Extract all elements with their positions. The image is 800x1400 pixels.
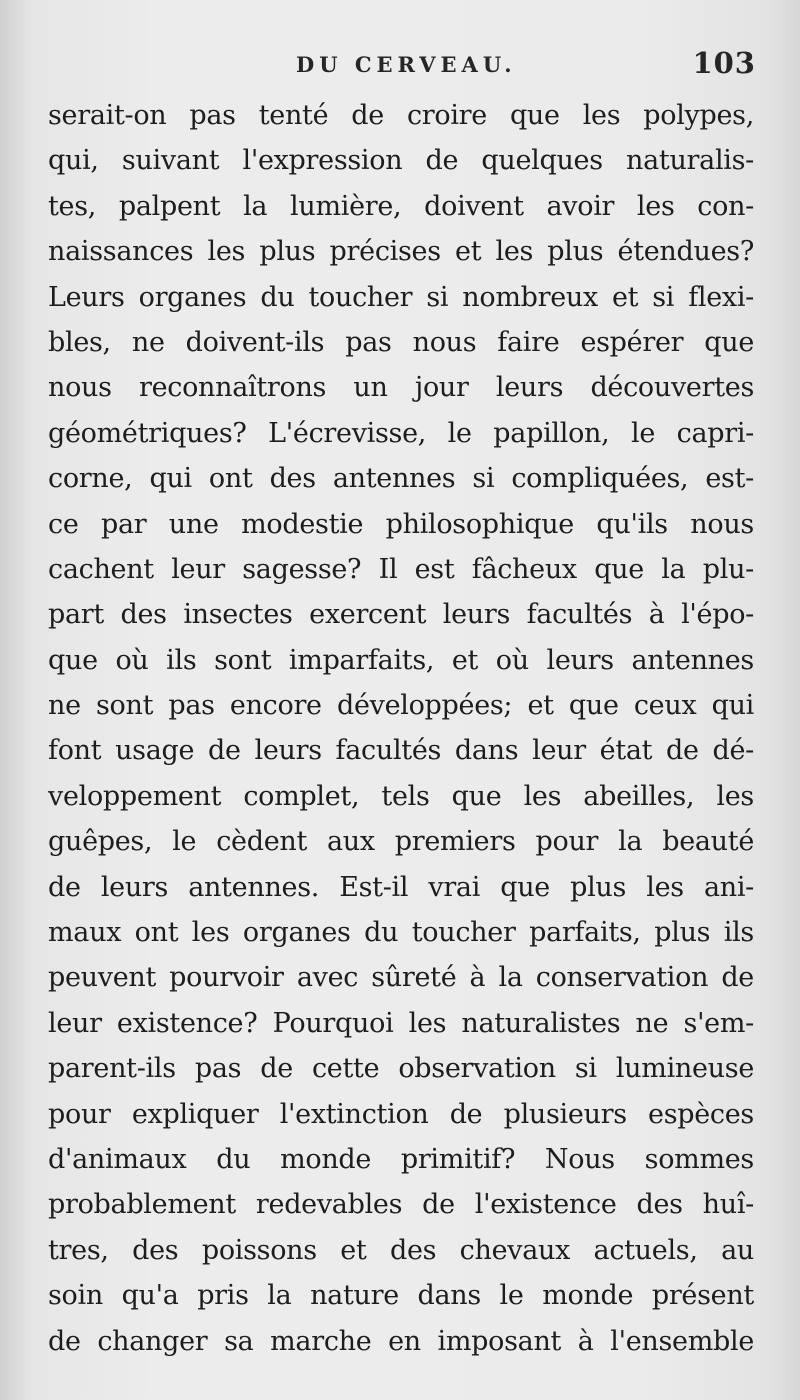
text-line: cachent leur sagesse? Il est fâcheux que la plu- [48, 553, 754, 585]
text-line: soin qu'a pris la nature dans le monde présent [48, 1280, 754, 1312]
body-text [48, 93, 754, 1364]
text-line: ne sont pas encore développées; et que ceux qui [48, 690, 754, 722]
running-head [48, 46, 756, 82]
text-line: ce par une modestie philosophique qu'ils nous [48, 508, 754, 540]
text-line: qui, suivant l'expression de quelques naturalis- [48, 145, 754, 177]
text-line: serait-on pas tenté de croire que les polypes, [48, 100, 754, 131]
running-title: DU CERVEAU. [296, 52, 517, 77]
text-line: peuvent pourvoir avec sûreté à la conservation de [48, 962, 754, 994]
text-line: de changer sa marche en imposant à l'ensemble [48, 1325, 754, 1357]
text-line: veloppement complet, tels que les abeilles, les [48, 780, 754, 812]
text-line: pour expliquer l'extinction de plusieurs espèces [48, 1098, 754, 1130]
text-line: leur existence? Pourquoi les naturalistes ne s'em- [48, 1007, 754, 1039]
text-line: naissances les plus précises et les plus étendues? [48, 236, 754, 268]
text-line: guêpes, le cèdent aux premiers pour la beauté [48, 826, 754, 858]
text-line: part des insectes exercent leurs facultés à l'épo- [48, 599, 754, 631]
text-line: Leurs organes du toucher si nombreux et si flexi- [48, 281, 754, 313]
text-line: tes, palpent la lumière, doivent avoir les con- [48, 190, 754, 222]
text-line: de leurs antennes. Est-il vrai que plus les ani- [48, 871, 754, 903]
text-line: parent-ils pas de cette observation si lumineuse [48, 1053, 754, 1085]
page-number: 103 [692, 46, 756, 80]
text-line: probablement redevables de l'existence des huî- [48, 1189, 754, 1221]
text-line: nous reconnaîtrons un jour leurs découvertes [48, 372, 754, 404]
text-line: bles, ne doivent-ils pas nous faire espérer que [48, 326, 754, 358]
text-line: maux ont les organes du toucher parfaits, plus ils [48, 917, 754, 949]
text-line: que où ils sont imparfaits, et où leurs antennes [48, 644, 754, 676]
text-line: tres, des poissons et des chevaux actuels, au [48, 1234, 754, 1266]
text-line: d'animaux du monde primitif? Nous sommes [48, 1143, 754, 1175]
text-line: corne, qui ont des antennes si compliquées, est- [48, 463, 754, 495]
text-line: géométriques? L'écrevisse, le papillon, le capri- [48, 417, 754, 449]
text-line: font usage de leurs facultés dans leur état de dé- [48, 735, 754, 767]
